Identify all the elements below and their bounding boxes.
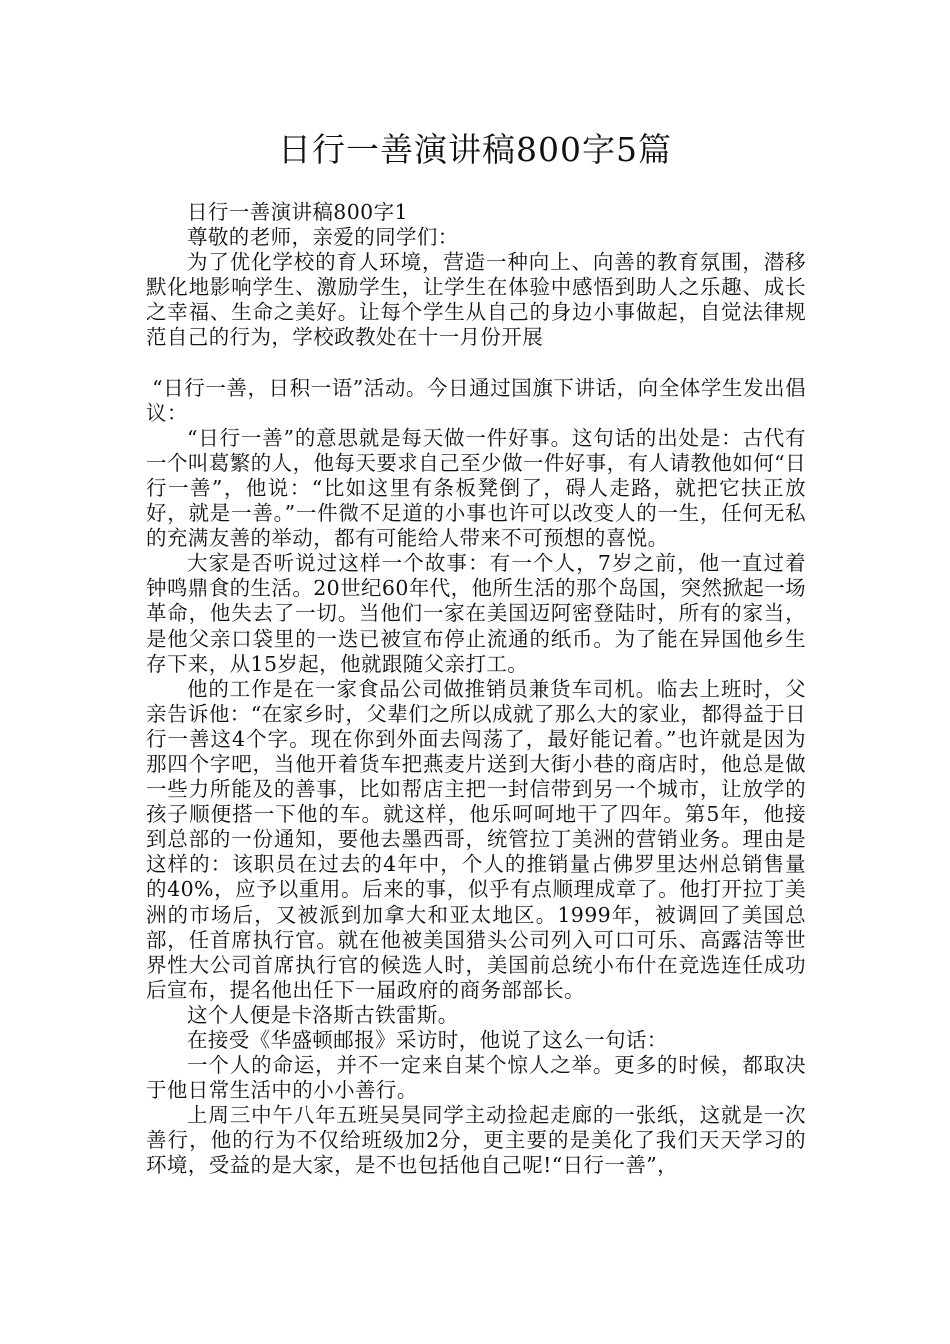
section-heading: 日行一善演讲稿800字1	[187, 200, 408, 224]
salutation: 尊敬的老师，亲爱的同学们：	[187, 225, 459, 250]
paragraph-interview: 在接受《华盛顿邮报》采访时，他说了这么一句话：	[187, 1028, 668, 1052]
paragraph-name: 这个人便是卡洛斯古铁雷斯。	[187, 1002, 459, 1027]
paragraph-career: 他的工作是在一家食品公司做推销员兼货车司机。临去上班时，父亲告诉他：“在家乡时，父辈们之所以成就了那么大的家业，都得益于日行一善这4个字。现在你到外面去闯荡了，最好能记着。”也许就是因为那四个字吧，当他开着货车把燕麦片送到大街小巷的商店时，他总是做一些力所能及的善事，比如帮店主把一封信带到另一个城市，让放学的孩子顺便搭一下他的车。就这样，他乐呵呵地干了四年。第5年，他接到总部的一份通知，要他去墨西哥，统管拉丁美洲的营销业务。理由是这样的：该职员在过去的4年中，个人的推销量占佛罗里达州总销售量的40%，应予以重用。后来的事，似乎有点顺理成章了。他打开拉丁美洲的市场后，又被派到加拿大和亚太地区。1999年，被调回了美国总部，任首席执行官。就在他被美国猎头公司列入可口可乐、高露洁等世界性大公司首席执行官的候选人时，美国前总统小布什在竞选连任成功后宣布，提名他出任下一届政府的商务部部长。	[146, 676, 806, 1002]
paragraph-meaning: “日行一善”的意思就是每天做一件好事。这句话的出处是：古代有一个叫葛繁的人，他每天要求自己至少做一件好事，有人请教他如何“日行一善”，他说：“比如这里有条板凳倒了，碍人走路，就把它扶正放好，就是一善。”一件微不足道的小事也许可以改变人的一生，任何无私的充满友善的举动，都有可能给人带来不可预想的喜悦。	[146, 425, 806, 551]
paragraph-example: 上周三中午八年五班吴昊同学主动捡起走廊的一张纸，这就是一次善行，他的行为不仅给班级加2分，更主要的是美化了我们天天学习的环境，受益的是大家，是不也包括他自己呢!“日行一善”，	[146, 1103, 806, 1178]
document-body	[146, 200, 806, 1179]
paragraph-activity: “日行一善，日积一语”活动。今日通过国旗下讲话，向全体学生发出倡议：	[146, 375, 806, 425]
document-title: 日行一善演讲稿800字5篇	[278, 130, 672, 169]
paragraph-quote: 一个人的命运，并不一定来自某个惊人之举。更多的时候，都取决于他日常生活中的小小善行。	[146, 1053, 806, 1103]
paragraph-intro: 为了优化学校的育人环境，营造一种向上、向善的教育氛围，潜移默化地影响学生、激励学生，让学生在体验中感悟到助人之乐趣、成长之幸福、生命之美好。让每个学生从自己的身边小事做起，自觉法律规范自己的行为，学校政教处在十一月份开展	[146, 250, 806, 350]
paragraph-story: 大家是否听说过这样一个故事：有一个人，7岁之前，他一直过着钟鸣鼎食的生活。20世纪60年代，他所生活的那个岛国，突然掀起一场革命，他失去了一切。当他们一家在美国迈阿密登陆时，所有的家当，是他父亲口袋里的一迭已被宣布停止流通的纸币。为了能在异国他乡生存下来，从15岁起，他就跟随父亲打工。	[146, 551, 806, 676]
